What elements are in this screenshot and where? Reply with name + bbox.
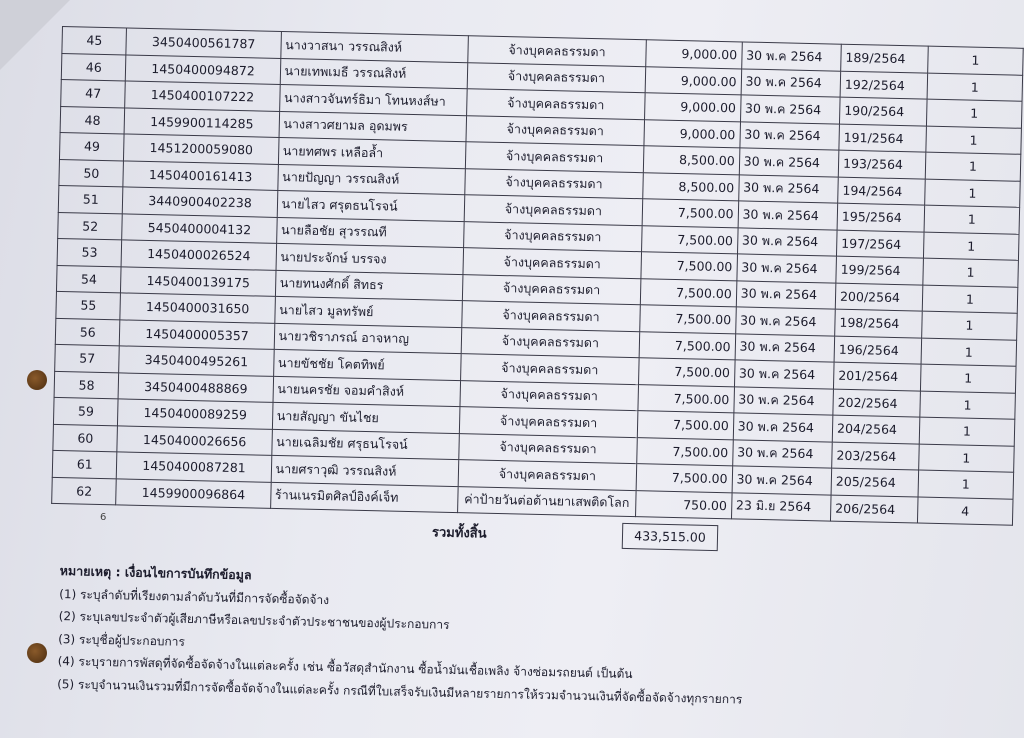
amount-cell: 8,500.00 — [643, 172, 739, 201]
tax-id-cell: 1450400005357 — [120, 319, 275, 349]
tax-id-cell: 1450400094872 — [126, 54, 281, 84]
amount-cell: 7,500.00 — [637, 437, 733, 466]
row-number-cell: 54 — [56, 265, 121, 293]
document-number-cell: 195/2564 — [837, 203, 925, 231]
row-number-cell: 61 — [52, 450, 117, 478]
document-number-cell: 192/2564 — [840, 71, 928, 99]
tax-id-cell: 3450400488869 — [118, 372, 273, 402]
document-number-cell: 196/2564 — [834, 336, 922, 364]
punch-hole — [27, 643, 47, 663]
vendor-name-cell: นางวาสนา วรรณสิงห์ — [280, 31, 468, 62]
document-number-cell: 190/2564 — [840, 97, 928, 125]
item-description-cell: จ้างบุคคลธรรมดา — [461, 327, 640, 358]
item-description-cell: จ้างบุคคลธรรมดา — [467, 62, 646, 93]
quantity-cell: 1 — [927, 73, 1023, 102]
tax-id-cell: 1459900114285 — [125, 107, 280, 137]
quantity-cell: 1 — [926, 126, 1022, 155]
item-description-cell: จ้างบุคคลธรรมดา — [465, 142, 644, 173]
date-cell: 23 มิ.ย 2564 — [731, 492, 831, 521]
amount-cell: 7,500.00 — [641, 278, 737, 307]
note-item: (2) ระบุเลขประจำตัวผู้เสียภาษีหรือเลขประจำตัวประชาชนของผู้ประกอบการ — [58, 608, 450, 632]
folded-corner — [0, 0, 70, 70]
item-description-cell: จ้างบุคคลธรรมดา — [464, 168, 643, 199]
item-description-cell: ค่าป้ายวันต่อต้านยาเสพติดโลก — [457, 486, 636, 517]
amount-cell: 7,500.00 — [638, 384, 734, 413]
note-item: (4) ระบุรายการพัสดุที่จัดซื้อจัดจ้างในแต่ละครั้ง เช่น ซื้อวัสดุสำนักงาน ซื้อน้ำมันเชื้อเพลิง จ้างซ่อมรถยนต์ เป็นต้น — [57, 653, 633, 682]
notes-section — [57, 560, 745, 711]
tax-id-cell: 1451200059080 — [124, 134, 279, 164]
row-number-cell: 55 — [56, 291, 121, 319]
note-item: (5) ระบุจำนวนเงินรวมที่มีการจัดซื้อจัดจ้างในแต่ละครั้ง กรณีที่ใบเสร็จรับเงินมีหลายรายการให้รวมจำนวนเงินที่จัดซื้อจัดจ้างทุกรายการ — [57, 676, 743, 707]
vendor-name-cell: นายไสว มูลทรัพย์ — [274, 296, 462, 327]
total-label: รวมทั้งสิ้น — [431, 525, 487, 542]
quantity-cell: 1 — [920, 364, 1016, 393]
row-number-cell: 56 — [55, 318, 120, 346]
quantity-cell: 1 — [923, 258, 1019, 287]
tax-id-cell: 1450400161413 — [123, 160, 278, 190]
amount-cell: 9,000.00 — [644, 119, 740, 148]
tax-id-cell: 3440900402238 — [123, 187, 278, 217]
row-number-cell: 45 — [62, 27, 127, 55]
vendor-name-cell: นายไสว ศรุตธนโรจน์ — [277, 190, 465, 221]
date-cell: 30 พ.ค 2564 — [733, 413, 833, 442]
row-number-cell: 48 — [60, 106, 125, 134]
document-number-cell: 201/2564 — [833, 362, 921, 390]
amount-cell: 750.00 — [636, 490, 732, 519]
item-description-cell: จ้างบุคคลธรรมดา — [460, 380, 639, 411]
amount-cell: 7,500.00 — [638, 411, 734, 440]
row-number-cell: 58 — [54, 371, 119, 399]
document-number-cell: 199/2564 — [836, 256, 924, 284]
date-cell: 30 พ.ค 2564 — [736, 280, 836, 309]
tax-id-cell: 5450400004132 — [122, 213, 277, 243]
document-number-cell: 194/2564 — [838, 177, 926, 205]
quantity-cell: 1 — [922, 311, 1018, 340]
date-cell: 30 พ.ค 2564 — [739, 148, 839, 177]
row-number-cell: 50 — [59, 159, 124, 187]
document-number-cell: 189/2564 — [841, 44, 929, 72]
document-number-cell: 200/2564 — [835, 283, 923, 311]
item-description-cell: จ้างบุคคลธรรมดา — [458, 433, 637, 464]
document-number-cell: 193/2564 — [838, 150, 926, 178]
tax-id-cell: 1450400089259 — [118, 399, 273, 429]
document-number-cell: 191/2564 — [839, 124, 927, 152]
date-cell: 30 พ.ค 2564 — [734, 386, 834, 415]
row-number-cell: 60 — [53, 424, 118, 452]
date-cell: 30 พ.ค 2564 — [732, 439, 832, 468]
tax-id-cell: 1450400026524 — [121, 240, 276, 270]
document-number-cell: 204/2564 — [832, 415, 920, 443]
tax-id-cell: 1450400026656 — [117, 425, 272, 455]
amount-cell: 9,000.00 — [645, 93, 741, 122]
amount-cell: 7,500.00 — [639, 331, 735, 360]
row-number-cell: 51 — [58, 185, 123, 213]
item-description-cell: จ้างบุคคลธรรมดา — [458, 460, 637, 491]
row-number-cell: 57 — [55, 344, 120, 372]
tax-id-cell: 3450400561787 — [126, 28, 281, 58]
vendor-name-cell: นายประจักษ์ บรรจง — [276, 243, 464, 274]
document-number-cell: 197/2564 — [836, 230, 924, 258]
date-cell: 30 พ.ค 2564 — [738, 201, 838, 230]
document-number-cell: 198/2564 — [835, 309, 923, 337]
item-description-cell: จ้างบุคคลธรรมดา — [461, 301, 640, 332]
amount-cell: 7,500.00 — [642, 199, 738, 228]
page-number: 6 — [100, 512, 107, 523]
amount-cell: 7,500.00 — [636, 464, 732, 493]
date-cell: 30 พ.ค 2564 — [732, 466, 832, 495]
document-number-cell: 205/2564 — [831, 468, 919, 496]
vendor-name-cell: นายปัญญา วรรณสิงห์ — [277, 164, 465, 195]
item-description-cell: จ้างบุคคลธรรมดา — [466, 115, 645, 146]
note-item: (3) ระบุชื่อผู้ประกอบการ — [58, 631, 186, 649]
tax-id-cell: 1459900096864 — [116, 478, 271, 508]
date-cell: 30 พ.ค 2564 — [740, 95, 840, 124]
table-body — [52, 27, 1024, 526]
date-cell: 30 พ.ค 2564 — [735, 307, 835, 336]
total-value: 433,515.00 — [622, 523, 719, 551]
item-description-cell: จ้างบุคคลธรรมดา — [463, 221, 642, 252]
date-cell: 30 พ.ค 2564 — [740, 121, 840, 150]
quantity-cell: 1 — [925, 179, 1021, 208]
item-description-cell: จ้างบุคคลธรรมดา — [468, 36, 647, 67]
vendor-name-cell: นายเทพเมธี วรรณสิงห์ — [280, 58, 468, 89]
notes-title: หมายเหตุ : เงื่อนไขการบันทึกข้อมูล — [59, 562, 252, 583]
amount-cell: 7,500.00 — [641, 252, 737, 281]
document-number-cell: 202/2564 — [833, 389, 921, 417]
quantity-cell: 1 — [924, 205, 1020, 234]
tax-id-cell: 1450400087281 — [117, 452, 272, 482]
tax-id-cell: 1450400107222 — [125, 81, 280, 111]
date-cell: 30 พ.ค 2564 — [738, 174, 838, 203]
amount-cell: 8,500.00 — [644, 146, 740, 175]
document-number-cell: 206/2564 — [830, 495, 918, 523]
quantity-cell: 1 — [919, 417, 1015, 446]
document-number-cell: 203/2564 — [832, 442, 920, 470]
amount-cell: 7,500.00 — [640, 305, 736, 334]
tax-id-cell: 3450400495261 — [119, 346, 274, 376]
quantity-cell: 1 — [925, 152, 1021, 181]
date-cell: 30 พ.ค 2564 — [737, 227, 837, 256]
date-cell: 30 พ.ค 2564 — [737, 254, 837, 283]
row-number-cell: 52 — [58, 212, 123, 240]
vendor-name-cell: นายศราวุฒิ วรรณสิงห์ — [271, 455, 459, 486]
row-number-cell: 59 — [53, 397, 118, 425]
row-number-cell: 47 — [61, 79, 126, 107]
vendor-name-cell: นายสัญญา ขันไชย — [272, 402, 460, 433]
date-cell: 30 พ.ค 2564 — [734, 360, 834, 389]
row-number-cell: 49 — [59, 132, 124, 160]
item-description-cell: จ้างบุคคลธรรมดา — [463, 248, 642, 279]
quantity-cell: 1 — [918, 470, 1014, 499]
vendor-name-cell: นายขัชชัย โคตทิพย์ — [273, 349, 461, 380]
vendor-name-cell: นายลือชัย สุวรรณที — [276, 217, 464, 248]
item-description-cell: จ้างบุคคลธรรมดา — [464, 195, 643, 226]
date-cell: 30 พ.ค 2564 — [735, 333, 835, 362]
punch-hole — [27, 370, 47, 390]
amount-cell: 7,500.00 — [639, 358, 735, 387]
quantity-cell: 1 — [921, 338, 1017, 367]
vendor-name-cell: นายเฉลิมชัย ศรุธนโรจน์ — [271, 429, 459, 460]
date-cell: 30 พ.ค 2564 — [741, 42, 841, 71]
tax-id-cell: 1450400031650 — [120, 293, 275, 323]
tax-id-cell: 1450400139175 — [121, 266, 276, 296]
item-description-cell: จ้างบุคคลธรรมดา — [459, 407, 638, 438]
vendor-name-cell: นายทศพร เหลือล้ำ — [278, 137, 466, 168]
vendor-name-cell: นายทนงศักดิ์ สิทธร — [275, 270, 463, 301]
item-description-cell: จ้างบุคคลธรรมดา — [460, 354, 639, 385]
vendor-name-cell: นายนครชัย จอมคำสิงห์ — [273, 376, 461, 407]
amount-cell: 9,000.00 — [646, 40, 742, 69]
amount-cell: 9,000.00 — [645, 66, 741, 95]
quantity-cell: 4 — [917, 497, 1013, 526]
item-description-cell: จ้างบุคคลธรรมดา — [462, 274, 641, 305]
quantity-cell: 1 — [919, 444, 1015, 473]
vendor-name-cell: นายวชิราภรณ์ อาจหาญ — [274, 323, 462, 354]
quantity-cell: 1 — [928, 46, 1024, 75]
note-item: (1) ระบุลำดับที่เรียงตามลำดับวันที่มีการจัดซื้อจัดจ้าง — [59, 586, 330, 607]
vendor-name-cell: นางสาวศยามล อุดมพร — [279, 111, 467, 142]
amount-cell: 7,500.00 — [642, 225, 738, 254]
procurement-table — [51, 26, 1024, 526]
row-number-cell: 62 — [52, 477, 117, 505]
vendor-name-cell: นางสาวจันทร์ธิมา โทนหงส์ษา — [279, 84, 467, 115]
item-description-cell: จ้างบุคคลธรรมดา — [466, 89, 645, 120]
row-number-cell: 46 — [61, 53, 126, 81]
quantity-cell: 1 — [922, 285, 1018, 314]
row-number-cell: 53 — [57, 238, 122, 266]
quantity-cell: 1 — [923, 232, 1019, 261]
vendor-name-cell: ร้านเนรมิตศิลป์อิงค์เจ็ท — [270, 482, 458, 513]
quantity-cell: 1 — [926, 99, 1022, 128]
quantity-cell: 1 — [920, 391, 1016, 420]
date-cell: 30 พ.ค 2564 — [741, 68, 841, 97]
